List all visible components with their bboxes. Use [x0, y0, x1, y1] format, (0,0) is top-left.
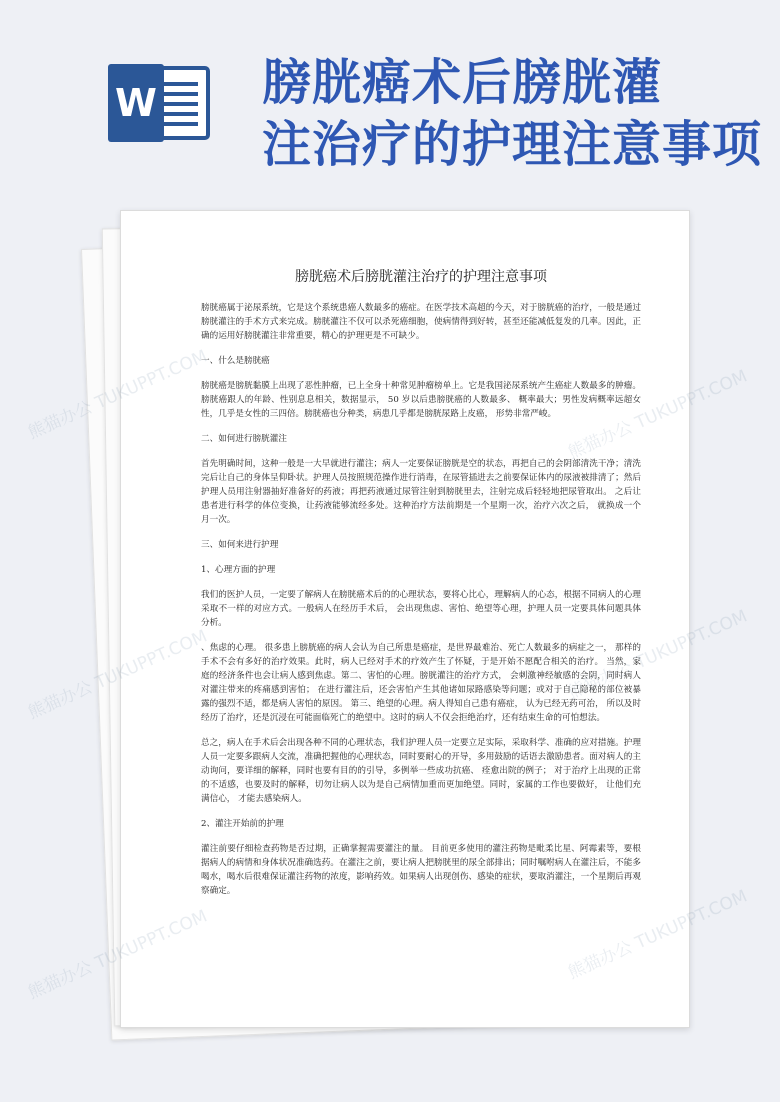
- document-page: [120, 210, 690, 1028]
- headline-line-1: 膀胱癌术后膀胱灌: [262, 54, 663, 111]
- headline: [262, 52, 772, 176]
- watermark: 熊猫办公: [25, 957, 96, 1004]
- paragraph: 总之，病人在手术后会出现各种不同的心理状态，我们护理人员一定要立足实际，采取科学、准确的应对措施。护理人员一定要多跟病人交流，准确把握他的心理状态，同时要耐心的开导，多用鼓励的话语去激励患者。面对病人的主动询问，要详细的解释，同时也要有目的的引导，多例举一些成功抗癌、 痊愈出院的例子； 对于治疗上出现的正常的不适感，也要及时的解释，切勿让病人以为是自己病情加重而更加绝望。同时，家属的工作也要做好， 让他们充满信心， 才能去感染病人。: [201, 738, 641, 804]
- word-icon-letter: W: [115, 81, 157, 125]
- headline-line-2: 注治疗的护理注意事项: [262, 116, 763, 173]
- document-title: 膀胱癌术后膀胱灌注治疗的护理注意事项: [295, 269, 547, 285]
- paragraph: 我们的医护人员，一定要了解病人在膀胱癌术后的的心理状态，要将心比心，理解病人的心态，根据不同病人的心理采取不一样的对应方式。一般病人在经历手术后， 会出现焦虑、害怕、绝望等心理，护理人员一定要具体问题具体分析。: [201, 590, 641, 628]
- paragraph: 膀胱癌是膀胱黏膜上出现了恶性肿瘤，已上全身十种常见肿瘤榜单上。它是我国泌尿系统产生癌症人数最多的肿瘤。膀胱癌跟人的年龄、性别息息相关，数据显示， 50 岁以后患膀胱癌的人数最多、 概率最大；男性发病概率远超女性，几乎是女性的三四倍。膀胱癌也分种类，病患几乎都是膀胱尿路上皮癌， 形势非常严峻。: [201, 381, 641, 419]
- watermark: TUKUPPT.COM: [632, 606, 751, 674]
- section-heading: 2、灌注开始前的护理: [201, 819, 284, 829]
- section-heading: 一、什么是膀胱癌: [201, 356, 270, 366]
- paragraph: 、焦虑的心理。 很多患上膀胱癌的病人会认为自己所患是癌症，是世界最难治、死亡人数最多的病症之一， 那样的手术不会有多好的治疗效果。此时，病人已经对手术的疗效产生了怀疑，于是开始不愿配合相关的治疗。 当然，家庭的经济条件也会让病人感到焦虑。第二、害怕的心理。膀胱灌注的治疗方式， 会刺激神经敏感的会阴，同时病人对灌注带来的疼痛感到害怕； 在进行灌注后，还会害怕产生其他诸如尿路感染等问题；或对于自己隐秘的部位被暴露的强烈不适，都是病人害怕的原因。 第三、绝望的心理。病人得知自己患有癌症， 认为已经无药可治， 所以及时经历了治疗，还是沉浸在可能面临死亡的绝望中。这时的病人不仅会拒绝治疗，还有结束生命的可怕想法。: [201, 643, 641, 723]
- word-icon: [108, 64, 210, 142]
- watermark: TUKUPPT.COM: [632, 366, 751, 434]
- section-heading: 三、如何来进行护理: [201, 540, 279, 550]
- section-heading: 二、如何进行膀胱灌注: [201, 434, 287, 444]
- paragraph: 首先明确时间，这种一般是一大早就进行灌注；病人一定要保证膀胱是空的状态，再把自己的会阴部清洗干净；清洗完后让自己的身体呈仰卧状。护理人员按照规范操作进行消毒，在尿管插进去之前要保证体内的尿液被排清了；然后护理人员用注射器抽好准备好的药液；再把药液通过尿管注射到膀胱里去，注射完成后轻轻地把尿管取出。 之后让患者进行科学的体位变换，让药液能够流经多处。这种治疗方法前期是一个星期一次，治疗六次之后， 就换成一个月一次。: [201, 459, 641, 525]
- section-heading: 1、心理方面的护理: [201, 565, 276, 575]
- document-body: [201, 301, 641, 898]
- paragraph: 膀胱癌属于泌尿系统，它是这个系统患癌人数最多的癌症。在医学技术高超的今天，对于膀胱癌的治疗，一般是通过膀胱灌注的手术方式来完成。膀胱灌注不仅可以杀死癌细胞，使病情得到好转，甚至还能减低复发的几率。因此，正确的运用好膀胱灌注非常重要，精心的护理更是不可缺少。: [201, 303, 641, 341]
- paragraph: 灌注前要仔细检查药物是否过期，正确掌握需要灌注的量。 目前更多使用的灌注药物是毗柔比星、阿霉素等，要根据病人的病情和身体状况准确选药。在灌注之前，要让病人把膀胱里的尿全部排出；同时嘱咐病人在灌注后，不能多喝水，喝水后很难保证灌注药物的浓度，影响药效。如果病人出现创伤、感染的症状，要取消灌注，一个星期后再观察确定。: [201, 844, 641, 896]
- watermark: TUKUPPT.COM: [632, 886, 751, 954]
- watermark: 熊猫办公: [25, 677, 96, 724]
- watermark: 熊猫办公: [25, 397, 96, 444]
